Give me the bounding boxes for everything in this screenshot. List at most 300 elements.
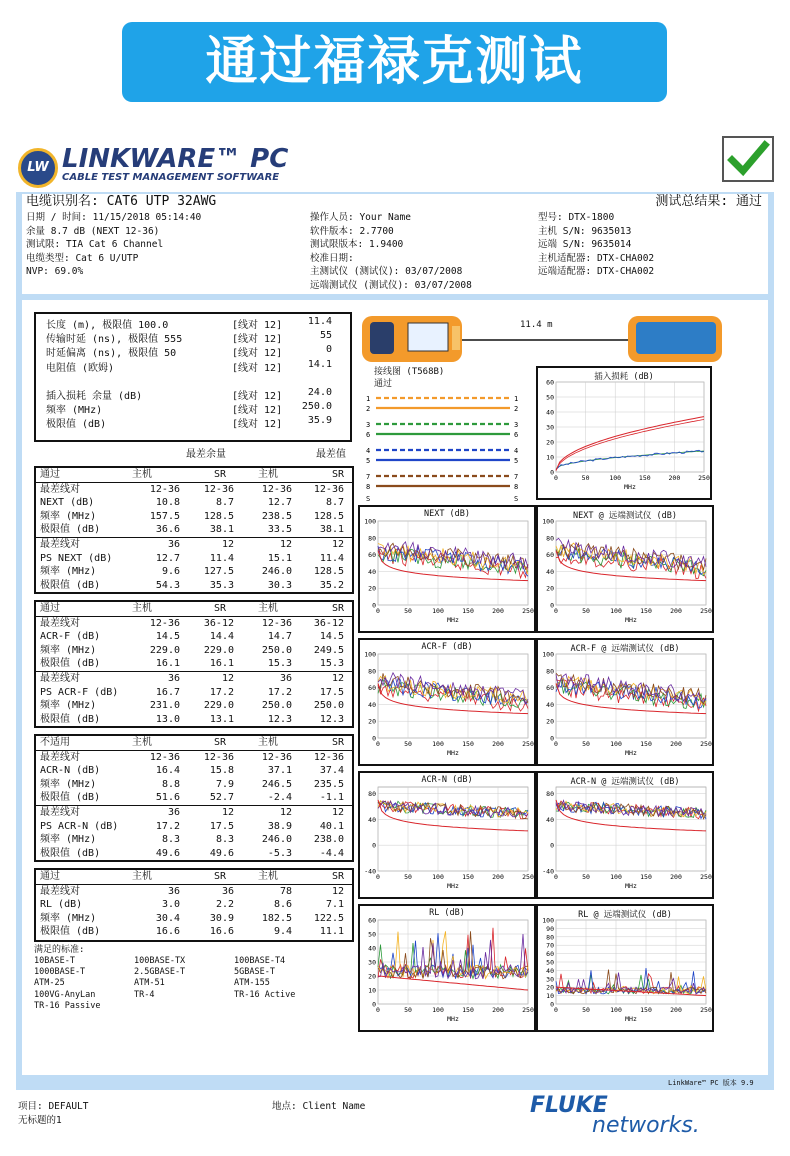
table-cell: 38.9 — [267, 820, 292, 832]
summary-pair: [线对 12] — [232, 391, 283, 402]
x-axis-label: MHz — [447, 1015, 459, 1023]
table-cell: 11.1 — [319, 926, 344, 938]
y-tick-label: 80 — [368, 534, 376, 543]
table-cell: 36-12 — [203, 617, 234, 629]
table-header-cell: 通过 — [40, 871, 60, 882]
standard-item: TR-16 Passive — [34, 1000, 101, 1011]
table-cell: 238.5 — [261, 510, 292, 522]
table-cell: 33.5 — [267, 524, 292, 536]
y-tick-label: 0 — [550, 1000, 554, 1009]
standard-item: 10BASE-T — [34, 956, 75, 966]
table-cell: PS ACR-N (dB) — [40, 820, 119, 832]
header-line: 校准日期: — [310, 252, 354, 264]
chart-panel — [358, 904, 536, 1032]
x-tick-label: 200 — [492, 740, 504, 748]
chart-title: RL @ 远端测试仪 (dB) — [578, 910, 672, 920]
summary-value: 250.0 — [301, 401, 332, 413]
summary-row — [36, 401, 350, 415]
table-cell: 229.0 — [203, 700, 234, 712]
cable-length: 11.4 m — [520, 320, 553, 330]
table-cell: 36 — [279, 672, 292, 684]
x-tick-label: 100 — [610, 740, 622, 748]
standard-item: TR-4 — [134, 989, 155, 1000]
y-tick-label: 20 — [546, 717, 554, 726]
table-cell: 12 — [221, 672, 234, 684]
table-row — [36, 671, 352, 686]
table-header — [36, 736, 352, 751]
table-cell: 12.7 — [267, 497, 292, 509]
x-tick-label: 50 — [582, 873, 590, 881]
x-axis-label: MHz — [625, 1015, 637, 1023]
y-tick-label: 0 — [372, 1000, 376, 1009]
results-table — [34, 734, 354, 862]
x-tick-label: 150 — [462, 1006, 474, 1014]
table-row — [36, 805, 352, 820]
summary-row — [36, 373, 350, 387]
x-tick-label: 50 — [404, 873, 412, 881]
x-tick-label: 250 — [700, 607, 712, 615]
x-tick-label: 200 — [670, 1006, 682, 1014]
table-cell: RL (dB) — [40, 899, 83, 911]
table-cell: 128.5 — [313, 566, 344, 578]
x-tick-label: 100 — [432, 740, 444, 748]
table-header-cell: SR — [331, 469, 344, 480]
table-cell: 30.4 — [155, 912, 180, 924]
summary-label: 时延偏离 (ns), 极限值 50 — [46, 348, 177, 360]
summary-pair: [线对 12] — [232, 405, 283, 417]
chart-svg — [538, 773, 712, 897]
table-cell: 246.5 — [261, 778, 292, 790]
chart-title: ACR-N @ 远端测试仪 (dB) — [570, 777, 680, 787]
table-cell: 极限值 (dB) — [40, 926, 101, 938]
y-tick-label: 20 — [368, 972, 376, 981]
table-cell: 12-36 — [313, 751, 344, 763]
x-tick-label: 250 — [700, 740, 712, 748]
table-cell: 最差线对 — [40, 885, 80, 897]
header-line: 远端测试仪 (测试仪): 03/07/2008 — [310, 279, 472, 291]
table-cell: 122.5 — [313, 912, 344, 924]
summary-label: 极限值 (dB) — [46, 419, 107, 431]
table-header — [36, 602, 352, 617]
summary-pair: [线对 12] — [232, 348, 283, 360]
x-axis-label: MHz — [447, 749, 459, 757]
wiremap-pin-left: 3 — [366, 421, 371, 429]
standard-item: ATM-25 — [34, 978, 65, 989]
table-cell: 127.5 — [203, 566, 234, 578]
wiremap-pin-right: 3 — [514, 421, 519, 429]
y-tick-label: 80 — [546, 534, 554, 543]
x-tick-label: 200 — [492, 1006, 504, 1014]
networks-logo: networks. — [592, 1113, 700, 1138]
table-cell: 极限值 (dB) — [40, 658, 101, 670]
wiremap-pin-right: 4 — [514, 447, 519, 455]
chart-panel — [536, 366, 712, 500]
table-row — [36, 699, 352, 713]
chart-title: 插入损耗 (dB) — [594, 372, 654, 382]
table-cell: 35.3 — [209, 579, 234, 591]
table-cell: 15.8 — [209, 765, 234, 777]
x-tick-label: 100 — [432, 1006, 444, 1014]
results-table — [34, 600, 354, 728]
table-cell: 14.4 — [209, 631, 234, 643]
y-tick-label: 0 — [372, 841, 376, 850]
x-axis-label: MHz — [447, 882, 459, 890]
table-cell: -1.1 — [319, 792, 344, 804]
wiremap-pin-right: 2 — [514, 405, 519, 413]
table-cell: 182.5 — [261, 912, 292, 924]
chart-svg — [360, 906, 534, 1030]
wiremap-pin-right: 7 — [514, 473, 519, 481]
table-cell: 30.3 — [267, 579, 292, 591]
table-cell: 10.8 — [155, 497, 180, 509]
table-cell: 7.1 — [325, 899, 344, 911]
table-cell: 229.0 — [149, 644, 180, 656]
header-line: 软件版本: 2.7700 — [310, 225, 394, 237]
table-cell: 52.7 — [209, 792, 234, 804]
table-row — [36, 791, 352, 805]
table-header-cell: SR — [213, 603, 226, 614]
table-cell: 128.5 — [313, 510, 344, 522]
table-header-cell: 主机 — [132, 603, 152, 614]
table-cell: 8.3 — [215, 834, 234, 846]
table-cell: 12-36 — [203, 483, 234, 495]
table-cell: 16.7 — [155, 686, 180, 698]
x-tick-label: 150 — [640, 1006, 652, 1014]
y-tick-label: 0 — [550, 841, 554, 850]
table-cell: 16.6 — [209, 926, 234, 938]
summary-row — [36, 316, 350, 330]
table-row — [36, 523, 352, 537]
x-tick-label: 50 — [404, 1006, 412, 1014]
y-tick-label: -40 — [542, 867, 554, 876]
table-cell: 最差线对 — [40, 672, 80, 684]
chart-svg — [360, 773, 534, 897]
table-row — [36, 644, 352, 658]
y-tick-label: 10 — [546, 453, 554, 462]
table-cell: 最差线对 — [40, 751, 80, 763]
y-tick-label: 30 — [368, 958, 376, 967]
y-tick-label: 40 — [546, 815, 554, 824]
table-cell: 16.1 — [209, 658, 234, 670]
standard-item: 100VG-AnyLan — [34, 989, 96, 1000]
chart-svg — [538, 507, 712, 631]
site-label: 地点: Client Name — [272, 1101, 366, 1112]
header-line: 余量 8.7 dB (NEXT 12-36) — [26, 225, 160, 237]
standard-item: 100BASE-TX — [134, 956, 186, 966]
chart-panel — [358, 505, 536, 633]
wiremap-pin-right: S — [514, 495, 519, 503]
table-cell: 250.0 — [313, 700, 344, 712]
table-cell: 14.7 — [267, 631, 292, 643]
table-cell: 频率 (MHz) — [40, 834, 97, 846]
chart-title: ACR-F @ 远端测试仪 (dB) — [570, 644, 680, 654]
wiremap-pin-left: 1 — [366, 395, 371, 403]
report-header — [22, 194, 768, 294]
x-tick-label: 0 — [376, 607, 380, 615]
y-tick-label: 0 — [550, 468, 554, 477]
table-header-cell: SR — [213, 737, 226, 748]
y-tick-label: 10 — [546, 992, 554, 1001]
table-cell: 频率 (MHz) — [40, 510, 97, 522]
table-cell: 频率 (MHz) — [40, 778, 97, 790]
y-tick-label: 100 — [364, 650, 376, 659]
table-row — [36, 885, 352, 899]
table-cell: 极限值 (dB) — [40, 847, 101, 859]
table-cell: 12-36 — [261, 751, 292, 763]
y-tick-label: 40 — [546, 966, 554, 975]
wiremap-pin-left: S — [366, 495, 371, 503]
chart-title: NEXT @ 远端测试仪 (dB) — [573, 511, 677, 521]
table-cell: 12.7 — [155, 552, 180, 564]
table-cell: 36.6 — [155, 524, 180, 536]
x-tick-label: 0 — [554, 607, 558, 615]
table-cell: 38.1 — [319, 524, 344, 536]
x-axis-label: MHz — [447, 616, 459, 624]
header-line: 电缆类型: Cat 6 U/UTP — [26, 252, 139, 264]
summary-row — [36, 330, 350, 344]
chart-title: NEXT (dB) — [423, 509, 471, 519]
wiremap-pin-right: 6 — [514, 431, 519, 439]
table-cell: 35.2 — [319, 579, 344, 591]
table-row — [36, 686, 352, 700]
chart-panel — [358, 638, 536, 766]
table-row — [36, 898, 352, 912]
standard-item: 1000BASE-T — [34, 967, 86, 978]
table-cell: 246.0 — [261, 566, 292, 578]
table-header-cell: 主机 — [258, 737, 278, 748]
x-tick-label: 150 — [640, 740, 652, 748]
logo-wordmark: LINKWARE™ PC — [62, 144, 289, 174]
table-cell: 12-36 — [313, 483, 344, 495]
table-cell: 12-36 — [203, 751, 234, 763]
x-tick-label: 200 — [492, 607, 504, 615]
table-cell: 12 — [331, 538, 344, 550]
y-tick-label: 100 — [542, 650, 554, 659]
wiremap-pin-left: 6 — [366, 431, 371, 439]
table-cell: 频率 (MHz) — [40, 912, 97, 924]
table-cell: 极限值 (dB) — [40, 524, 101, 536]
y-tick-label: 50 — [546, 393, 554, 402]
summary-pair: [线对 12] — [232, 419, 283, 431]
table-row — [36, 751, 352, 765]
y-tick-label: 100 — [542, 517, 554, 526]
table-cell: PS NEXT (dB) — [40, 552, 113, 564]
table-cell: 78 — [279, 885, 292, 897]
table-cell: 12-36 — [149, 483, 180, 495]
y-tick-label: 40 — [368, 700, 376, 709]
x-tick-label: 50 — [404, 740, 412, 748]
summary-value: 14.1 — [307, 358, 332, 370]
table-cell: 37.1 — [267, 765, 292, 777]
x-tick-label: 200 — [670, 607, 682, 615]
table-header — [36, 870, 352, 885]
x-tick-label: 0 — [554, 474, 558, 482]
summary-row — [36, 359, 350, 373]
table-header-cell: SR — [213, 469, 226, 480]
table-cell: 36 — [167, 672, 180, 684]
chart-title: RL (dB) — [429, 908, 465, 918]
table-row — [36, 764, 352, 778]
y-tick-label: 60 — [546, 378, 554, 387]
version-label: LinkWare™ PC 版本 9.9 — [668, 1079, 754, 1087]
summary-row — [36, 344, 350, 358]
table-row — [36, 657, 352, 671]
table-cell: 12.3 — [267, 713, 292, 725]
y-tick-label: 0 — [372, 601, 376, 610]
x-tick-label: 250 — [700, 873, 712, 881]
table-cell: 17.5 — [319, 686, 344, 698]
table-cell: 30.9 — [209, 912, 234, 924]
x-axis-label: MHz — [625, 882, 637, 890]
summary-label: 频率 (MHz) — [46, 405, 103, 417]
y-tick-label: 80 — [546, 789, 554, 798]
wiremap-title: 接线图 (T568B) — [374, 367, 445, 377]
y-tick-label: 60 — [368, 916, 376, 925]
x-tick-label: 150 — [640, 873, 652, 881]
table-cell: 49.6 — [209, 847, 234, 859]
table-cell: 频率 (MHz) — [40, 700, 97, 712]
chart-svg — [538, 906, 712, 1030]
results-table — [34, 466, 354, 594]
chart-panel — [536, 904, 714, 1032]
header-line: 测试限版本: 1.9400 — [310, 239, 404, 250]
table-cell: 极限值 (dB) — [40, 792, 101, 804]
fluke-logo: FLUKE — [530, 1093, 608, 1118]
table-cell: ACR-F (dB) — [40, 631, 101, 643]
lw-badge-icon: LW — [18, 148, 58, 188]
table-row — [36, 565, 352, 579]
standard-item: 100BASE-T4 — [234, 956, 286, 966]
table-cell: 频率 (MHz) — [40, 566, 97, 578]
table-cell: 14.5 — [319, 631, 344, 643]
table-cell: 17.2 — [267, 686, 292, 698]
table-cell: 15.3 — [267, 658, 292, 670]
table-cell: 9.4 — [273, 926, 292, 938]
table-cell: 9.6 — [161, 566, 180, 578]
summary-pair: [线对 12] — [232, 320, 283, 331]
table-row — [36, 713, 352, 727]
x-tick-label: 100 — [432, 607, 444, 615]
wiremap-pin-left: 5 — [366, 457, 371, 465]
table-cell: 11.4 — [319, 552, 344, 564]
y-tick-label: 20 — [546, 438, 554, 447]
y-tick-label: 90 — [546, 924, 554, 933]
y-tick-label: 50 — [368, 930, 376, 939]
wire-map — [364, 366, 524, 506]
y-tick-label: 20 — [546, 584, 554, 593]
table-cell: 12 — [279, 538, 292, 550]
chart-panel — [536, 771, 714, 899]
x-tick-label: 200 — [670, 873, 682, 881]
table-cell: 229.0 — [203, 644, 234, 656]
table-header-cell: SR — [213, 871, 226, 882]
wiremap-pin-right: 8 — [514, 483, 519, 491]
x-axis-label: MHz — [625, 749, 637, 757]
x-tick-label: 50 — [582, 607, 590, 615]
table-cell: 12 — [331, 885, 344, 897]
chart-panel — [536, 505, 714, 633]
x-tick-label: 0 — [554, 1006, 558, 1014]
table-cell: 12.3 — [319, 713, 344, 725]
table-row — [36, 847, 352, 861]
chart-svg — [360, 640, 534, 764]
table-cell: 2.2 — [215, 899, 234, 911]
table-cell: 频率 (MHz) — [40, 644, 97, 656]
table-row — [36, 579, 352, 593]
table-cell: 238.0 — [313, 834, 344, 846]
header-line: 主机 S/N: 9635013 — [538, 225, 632, 237]
pass-checkmark-icon — [722, 136, 774, 182]
overall-result: 测试总结果: 通过 — [655, 194, 762, 209]
wiremap-pin-left: 8 — [366, 483, 371, 491]
table-cell: NEXT (dB) — [40, 497, 95, 509]
y-tick-label: 40 — [368, 567, 376, 576]
results-table — [34, 868, 354, 942]
x-tick-label: 50 — [582, 740, 590, 748]
worst-margin-label: 最差余量 — [186, 449, 226, 460]
table-cell: 14.5 — [155, 631, 180, 643]
y-tick-label: 60 — [546, 950, 554, 959]
table-header-cell: 主机 — [132, 871, 152, 882]
x-tick-label: 150 — [640, 607, 652, 615]
x-tick-label: 200 — [668, 474, 681, 482]
table-cell: -5.3 — [267, 847, 292, 859]
table-cell: ACR-N (dB) — [40, 765, 101, 777]
chart-panel — [536, 638, 714, 766]
table-cell: 12 — [279, 806, 292, 818]
summary-pair: [线对 12] — [232, 362, 283, 374]
x-axis-label: MHz — [625, 616, 637, 624]
table-cell: 246.0 — [261, 834, 292, 846]
y-tick-label: 80 — [368, 789, 376, 798]
table-cell: 128.5 — [203, 510, 234, 522]
table-cell: 12-36 — [261, 483, 292, 495]
table-cell: 16.6 — [155, 926, 180, 938]
x-tick-label: 150 — [462, 607, 474, 615]
summary-value: 35.9 — [307, 415, 332, 427]
worst-value-label: 最差值 — [316, 449, 346, 460]
wiremap-pin-left: 4 — [366, 447, 371, 455]
x-tick-label: 50 — [581, 474, 590, 482]
x-tick-label: 100 — [609, 474, 622, 482]
untitled-label: 无标题的1 — [18, 1115, 62, 1126]
table-row — [36, 778, 352, 792]
table-header-cell: 通过 — [40, 469, 60, 480]
y-tick-label: 80 — [546, 667, 554, 676]
table-cell: 最差线对 — [40, 538, 80, 550]
table-cell: 49.6 — [155, 847, 180, 859]
x-tick-label: 100 — [610, 1006, 622, 1014]
chart-svg — [360, 507, 534, 631]
standard-item: ATM-155 — [234, 978, 270, 989]
table-cell: 40.1 — [319, 820, 344, 832]
chart-svg — [538, 640, 712, 764]
table-cell: 235.5 — [313, 778, 344, 790]
table-cell: 12 — [331, 806, 344, 818]
table-cell: 12-36 — [261, 617, 292, 629]
header-line: 远端适配器: DTX-CHA002 — [538, 266, 655, 277]
table-cell: 36 — [221, 885, 234, 897]
table-row — [36, 483, 352, 497]
summary-value: 11.4 — [307, 316, 332, 327]
y-tick-label: 0 — [372, 734, 376, 743]
table-cell: 13.1 — [209, 713, 234, 725]
x-tick-label: 250 — [698, 474, 710, 482]
table-header-cell: 主机 — [258, 871, 278, 882]
summary-label: 长度 (m), 极限值 100.0 — [46, 320, 169, 331]
table-cell: 最差线对 — [40, 806, 80, 818]
table-header-cell: 主机 — [258, 469, 278, 480]
